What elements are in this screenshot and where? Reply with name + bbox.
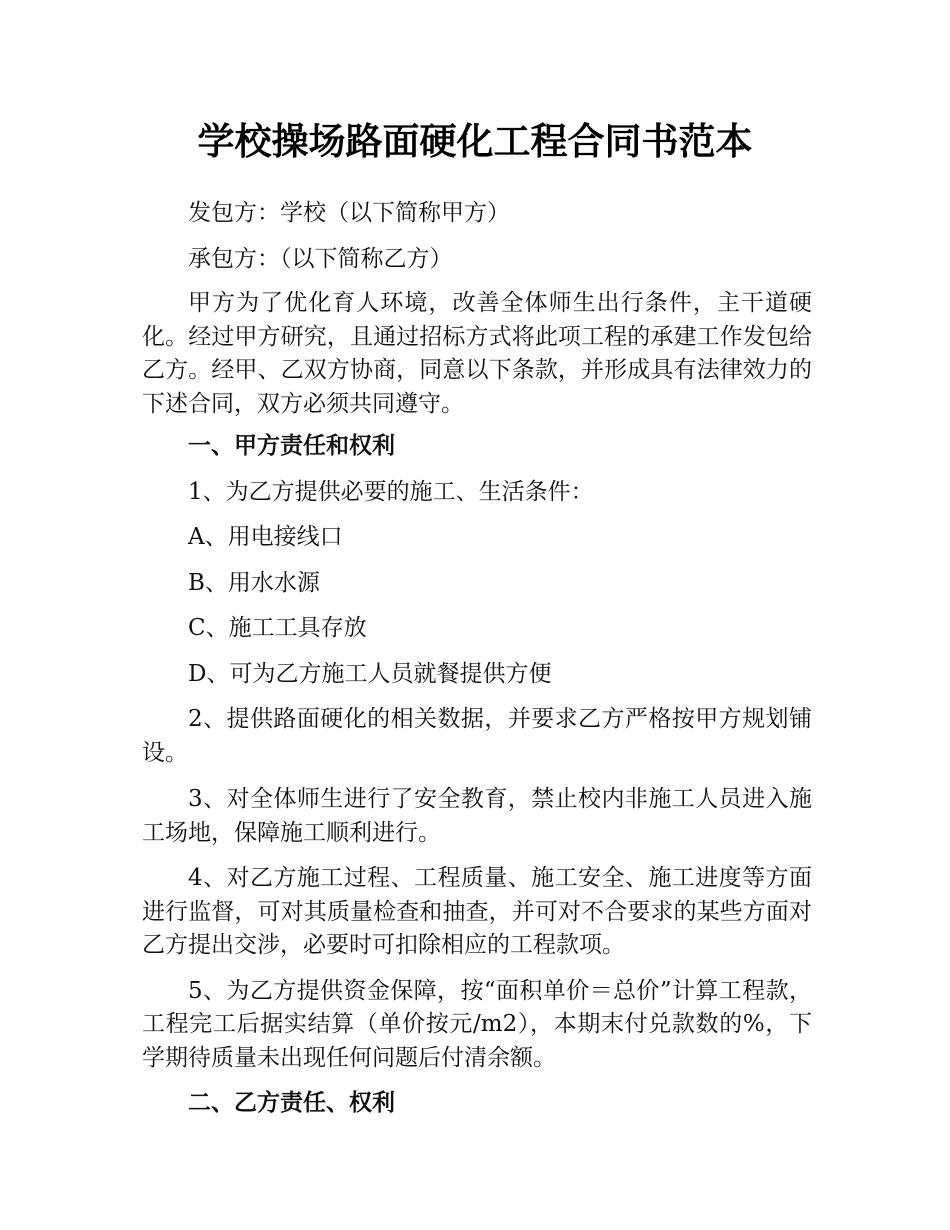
clause-1-item-b: B、用水水源: [188, 569, 320, 596]
section-heading-party-b: 二、乙方责任、权利: [188, 1090, 395, 1116]
clause-1-item-d: D、可为乙方施工人员就餐提供方便: [188, 660, 552, 687]
clause-2: 2、提供路面硬化的相关数据，并要求乙方严格按甲方规划铺设。: [142, 706, 812, 766]
clause-4: 4、对乙方施工过程、工程质量、施工安全、施工进度等方面进行监督，可对其质量检查和抽查，并可对不合要求的某些方面对乙方提出交涉，必要时可扣除相应的工程款项。: [142, 865, 812, 958]
clause-1: 1、为乙方提供必要的施工、生活条件：: [188, 478, 594, 505]
clause-1-item-c: C、施工工具存放: [188, 615, 367, 641]
party-b-line: 承包方：（以下简称乙方）: [188, 245, 453, 272]
preamble-paragraph: 甲方为了优化育人环境，改善全体师生出行条件，主干道硬化。经过甲方研究，且通过招标方式将此项工程的承建工作发包给乙方。经甲、乙双方协商，同意以下条款，并形成具有法律效力的下述合同，双方必须共同遵守。: [142, 290, 812, 417]
document-body: [142, 197, 812, 1121]
clause-5: 5、为乙方提供资金保障，按“面积单价＝总价”计算工程款，工程完工后据实结算（单价按元/m2），本期末付兑款数的%，下学期待质量未出现任何问题后付清余额。: [142, 977, 812, 1071]
section-heading-party-a: 一、甲方责任和权利: [188, 433, 395, 459]
clause-1-item-a: A、用电接线口: [188, 524, 343, 550]
document-title: 学校操场路面硬化工程合同书范本: [197, 120, 753, 163]
clause-3: 3、对全体师生进行了安全教育，禁止校内非施工人员进入施工场地，保障施工顺利进行。: [142, 786, 812, 846]
party-a-line: 发包方：学校（以下简称甲方）: [188, 200, 510, 226]
